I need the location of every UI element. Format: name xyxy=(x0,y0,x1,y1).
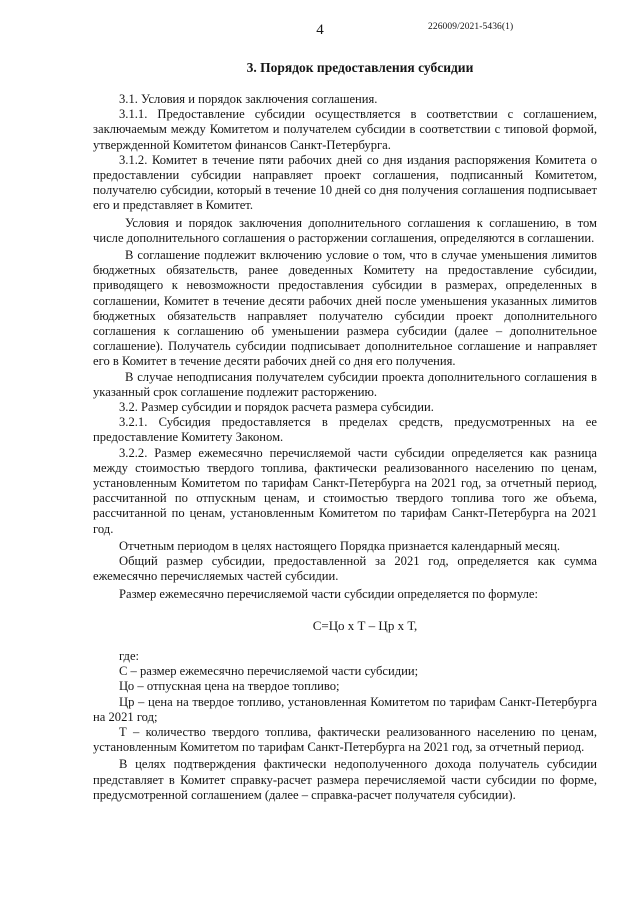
section-heading: 3. Порядок предоставления субсидии xyxy=(246,60,474,75)
definitions-intro: где: xyxy=(119,648,140,663)
paragraph-3-1-2: 3.1.2. Комитет в течение пяти рабочих дней со дня издания распоряжения Комитета о предоставлении субсидии направляет проект соглашения, подписанный Комитетом, получателю субсидии, который в течение 10 дней со дня получения соглашения подписывает его и представляет в Комитет. xyxy=(93,152,597,213)
document-id: 226009/2021-5436(1) xyxy=(428,22,514,32)
paragraph-3-2: 3.2. Размер субсидии и порядок расчета размера субсидии. xyxy=(119,400,434,415)
paragraph-formula-intro: Размер ежемесячно перечисляемой части субсидии определяется по формуле: xyxy=(119,586,538,601)
paragraph-3-2-1: 3.2.1. Субсидия предоставляется в пределах средств, предусмотренных на ее предоставление Комитету Законом. xyxy=(93,415,597,445)
paragraph-closing: В целях подтверждения фактически недополученного дохода получатель субсидии представляет в Комитет справку-расчет размера перечисляемой части субсидии по форме, предусмотренной соглашением (далее – справка-расчет получателя субсидии). xyxy=(93,757,597,802)
paragraph-limits-reduction: В соглашение подлежит включению условие о том, что в случае уменьшения лимитов бюджетных обязательств, ранее доведенных Комитету на предоставление субсидии, приводящего к невозможности предоставления субсидии в размерах, определенных в соглашении, Комитет в течение десяти рабочих дней после уменьшения указанных лимитов бюджетных обязательств направляет получателю субсидии проект дополнительного соглашения к соглашению об уменьшении размера субсидии (далее – дополнительное соглашение). Получатель субсидии подписывает дополнительное соглашение и направляет его в Комитет в течение десяти рабочих дней со дня его получения. xyxy=(93,248,597,369)
paragraph-3-2-2: 3.2.2. Размер ежемесячно перечисляемой части субсидии определяется как разница между стоимостью твердого топлива, фактически реализованного населению по ценам, установленным Комитетом по тарифам Санкт-Петербурга на 2021 год, за отчетный период, рассчитанной по отпускным ценам, и стоимостью твердого топлива того же объема, рассчитанной по ценам, установленным Комитетом по тарифам Санкт-Петербурга на 2021 год. xyxy=(93,445,597,536)
subsidy-formula: С=Цо х Т – Цр х Т, xyxy=(312,617,418,633)
definition-c: С – размер ежемесячно перечисляемой части субсидии; xyxy=(119,664,419,679)
paragraph-reporting-period: Отчетным периодом в целях настоящего Порядка признается календарный месяц. xyxy=(119,538,561,553)
definition-co: Цо – отпускная цена на твердое топливо; xyxy=(119,679,340,694)
paragraph-total-subsidy: Общий размер субсидии, предоставленной за 2021 год, определяется как сумма ежемесячно перечисляемых частей субсидии. xyxy=(93,554,597,584)
document-body xyxy=(93,92,597,803)
paragraph-additional-agreement: Условия и порядок заключения дополнительного соглашения к соглашению, в том числе дополнительного соглашения о расторжении соглашения, определяются в соглашении. xyxy=(93,215,597,245)
paragraph-termination: В случае неподписания получателем субсидии проекта дополнительного соглашения в указанный срок соглашение подлежит расторжению. xyxy=(93,369,597,399)
page-number: 4 xyxy=(316,22,324,38)
paragraph-3-1: 3.1. Условия и порядок заключения соглашения. xyxy=(119,92,378,106)
paragraph-3-1-1: 3.1.1. Предоставление субсидии осуществляется в соответствии с соглашением, заключаемым между Комитетом и получателем субсидии в соответствии с типовой формой, утвержденной Комитетом финансов Санкт-Петербурга. xyxy=(93,107,597,152)
definition-cr: Цр – цена на твердое топливо, установленная Комитетом по тарифам Санкт-Петербурга на 2021 год; xyxy=(93,694,597,724)
definition-t: Т – количество твердого топлива, фактически реализованного населению по ценам, установленным Комитетом по тарифам Санкт-Петербурга на 2021 год, за отчетный период. xyxy=(93,724,597,755)
